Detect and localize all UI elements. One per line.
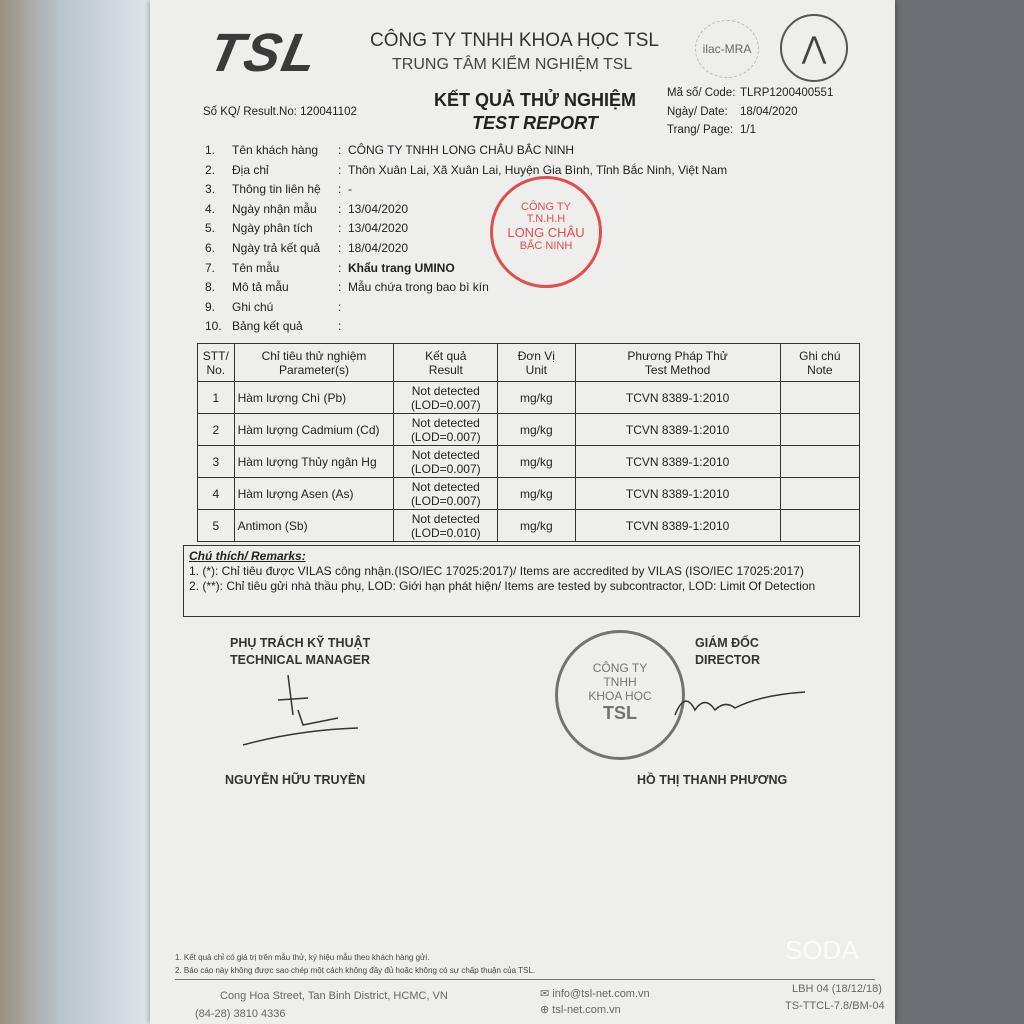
info-n: 7. (205, 260, 216, 275)
info-n: 3. (205, 182, 216, 197)
stamp-text: CÔNG TY (521, 201, 571, 213)
row-result (394, 446, 498, 478)
remarks-title: Chú thích/ Remarks: (189, 549, 306, 563)
globe-icon: ⊕ (540, 1004, 553, 1016)
info-colon: : (338, 299, 342, 314)
form-code: TS-TTCL-7.8/BM-04 (785, 1000, 885, 1012)
row-unit: mg/kg (498, 478, 575, 510)
info-n: 9. (205, 299, 216, 314)
right-title-en: DIRECTOR (695, 653, 761, 667)
table-row (198, 414, 860, 446)
header-text: Kết quả (425, 348, 467, 363)
footer-note: 2. Báo cáo này không được sao chép một cách không đầy đủ hoặc không có sự chấp thuận của TSL. (175, 966, 536, 975)
info-n: 6. (205, 241, 216, 255)
lod-text: (LOD=0.007) (410, 397, 481, 412)
column-header (198, 344, 235, 382)
lod-text: (LOD=0.010) (410, 525, 481, 540)
info-label: Địa chỉ (232, 162, 269, 177)
header-text: No. (206, 362, 226, 377)
date-label: Ngày/ Date: (667, 106, 728, 118)
row-parameter: Hàm lượng Asen (As) (234, 478, 394, 510)
stamp-text: BẮC NINH (519, 240, 573, 252)
remark-line: 1. (*): Chỉ tiêu được VILAS công nhận.(ISO/IEC 17025:2017)/ Items are accredited by VILAS (ISO/IEC 17025:2017) (189, 564, 804, 578)
row-parameter: Antimon (Sb) (234, 510, 394, 542)
row-result (394, 510, 498, 542)
email-text: info@tsl-net.com.vn (552, 988, 650, 1000)
info-n: 8. (205, 280, 216, 295)
remark-line: 2. (**): Chỉ tiêu gửi nhà thầu phụ, LOD: Giới hạn phát hiện/ Items are tested by subcontractor, LOD: Limit Of Detection (189, 579, 816, 593)
stamp-text: TNHH (603, 675, 637, 689)
info-label: Ngày nhận mẫu (232, 201, 317, 216)
info-label: Ngày trả kết quả (232, 241, 321, 255)
row-unit: mg/kg (498, 510, 575, 542)
info-colon: : (338, 182, 342, 197)
info-value: CÔNG TY TNHH LONG CHÂU BẮC NINH (348, 143, 575, 157)
footer-divider (175, 979, 875, 980)
mail-icon: ✉ (540, 988, 553, 1000)
row-unit: mg/kg (498, 446, 575, 478)
row-no: 2 (198, 414, 235, 446)
lod-text: (LOD=0.007) (410, 461, 481, 476)
row-unit: mg/kg (498, 382, 575, 414)
row-note (780, 382, 859, 414)
stamp-text: KHOA HỌC (588, 689, 652, 703)
row-no: 4 (198, 478, 235, 510)
info-colon: : (338, 201, 342, 216)
table-header-row (198, 344, 860, 382)
lod-text: (LOD=0.007) (410, 493, 481, 508)
result-text: Not detected (411, 511, 480, 526)
title-en: TEST REPORT (472, 113, 598, 133)
left-title-en: TECHNICAL MANAGER (230, 653, 371, 667)
row-method: TCVN 8389-1:2010 (575, 478, 780, 510)
result-text: Not detected (411, 479, 480, 494)
company-stamp-red (490, 176, 602, 288)
row-unit: mg/kg (498, 414, 575, 446)
row-method: TCVN 8389-1:2010 (575, 510, 780, 542)
info-value: 13/04/2020 (348, 221, 409, 236)
date-value: 18/04/2020 (740, 106, 798, 118)
row-result (394, 382, 498, 414)
result-text: Not detected (411, 447, 480, 462)
result-number: Số KQ/ Result.No: 120041102 (203, 106, 357, 118)
column-header (498, 344, 575, 382)
header-text: STT/ (202, 348, 229, 363)
header-text: Ghi chú (799, 348, 841, 363)
header-text: Đơn Vị (517, 348, 555, 363)
info-value: - (348, 182, 352, 197)
result-text: Not detected (411, 383, 480, 398)
remarks-box (183, 545, 860, 617)
footer-phone: (84-28) 3810 4336 (195, 1008, 286, 1020)
footer-web (540, 1003, 621, 1016)
column-header (780, 344, 859, 382)
watermark: SODA (785, 935, 859, 965)
footer-email (540, 987, 650, 1000)
info-colon: : (338, 143, 342, 157)
info-value: Mẫu chứa trong bao bì kín (348, 280, 489, 295)
info-colon: : (338, 280, 342, 295)
row-note (780, 478, 859, 510)
row-no: 1 (198, 382, 235, 414)
signature-left (238, 670, 368, 750)
code-value: TLRP1200400551 (740, 87, 834, 99)
info-label: Tên mẫu (232, 260, 280, 275)
row-no: 3 (198, 446, 235, 478)
test-report-document (150, 0, 895, 1024)
table-row (198, 510, 860, 542)
info-value: Thôn Xuân Lai, Xã Xuân Lai, Huyện Gia Bình, Tỉnh Bắc Ninh, Việt Nam (348, 162, 728, 177)
row-result (394, 478, 498, 510)
header-text: Phương Pháp Thử (627, 348, 728, 363)
web-text: tsl-net.com.vn (552, 1004, 621, 1016)
company-name: CÔNG TY TNHH KHOA HỌC TSL (370, 30, 659, 51)
row-parameter: Hàm lượng Chì (Pb) (234, 382, 394, 414)
info-label: Mô tả mẫu (232, 280, 289, 295)
info-label: Bảng kết quả (232, 319, 303, 334)
info-n: 10. (205, 319, 222, 334)
info-value: Khẩu trang UMINO (348, 260, 455, 275)
table-row (198, 382, 860, 414)
accreditation-seal-icon: ⋀ (780, 14, 848, 82)
row-note (780, 510, 859, 542)
background (0, 0, 150, 1024)
stamp-text: CÔNG TY (592, 661, 648, 675)
info-colon: : (338, 241, 342, 255)
page-label: Trang/ Page: (667, 124, 734, 136)
row-note (780, 446, 859, 478)
row-result (394, 414, 498, 446)
column-header (394, 344, 498, 382)
stamp-text: T.N.H.H (526, 213, 566, 225)
info-colon: : (338, 319, 342, 334)
info-colon: : (338, 162, 342, 177)
info-label: Ngày phân tích (232, 221, 313, 236)
info-colon: : (338, 221, 342, 236)
info-n: 4. (205, 201, 216, 216)
results-table (197, 343, 860, 542)
code-label: Mã số/ Code: (667, 87, 736, 99)
info-label: Thông tin liên hệ (232, 182, 321, 197)
right-name: HỒ THỊ THANH PHƯƠNG (637, 773, 788, 787)
left-title-vi: PHỤ TRÁCH KỸ THUẬT (230, 636, 371, 650)
row-no: 5 (198, 510, 235, 542)
header-text: Unit (525, 362, 547, 377)
lod-text: (LOD=0.007) (410, 429, 481, 444)
left-name: NGUYỄN HỮU TRUYỀN (225, 773, 366, 787)
row-parameter: Hàm lượng Cadmium (Cd) (234, 414, 394, 446)
footer-note: 1. Kết quả chỉ có giá trị trên mẫu thử, ký hiệu mẫu theo khách hàng gửi. (175, 953, 430, 962)
ilac-mra-logo: ilac-MRA (695, 20, 759, 78)
footer-address: Cong Hoa Street, Tan Binh District, HCMC, VN (220, 990, 448, 1002)
right-title-vi: GIÁM ĐỐC (695, 636, 759, 650)
info-label: Tên khách hàng (232, 143, 319, 157)
header-text: Parameter(s) (278, 362, 349, 377)
table-row (198, 478, 860, 510)
result-text: Not detected (411, 415, 480, 430)
column-header (234, 344, 394, 382)
table-row (198, 446, 860, 478)
stamp-text: TSL (603, 703, 637, 723)
row-parameter: Hàm lượng Thủy ngân Hg (234, 446, 394, 478)
row-note (780, 414, 859, 446)
info-n: 2. (205, 162, 216, 177)
info-value: 13/04/2020 (348, 201, 409, 216)
signature-right (670, 680, 810, 730)
column-header (575, 344, 780, 382)
info-n: 5. (205, 221, 216, 236)
page-value: 1/1 (740, 124, 756, 136)
row-method: TCVN 8389-1:2010 (575, 446, 780, 478)
form-code: LBH 04 (18/12/18) (792, 983, 882, 995)
header-text: Result (428, 362, 463, 377)
info-colon: : (338, 260, 342, 275)
info-value: 18/04/2020 (348, 241, 409, 255)
center-name: TRUNG TÂM KIỂM NGHIỆM TSL (392, 56, 633, 73)
title-vi: KẾT QUẢ THỬ NGHIỆM (434, 90, 636, 110)
company-stamp-grey (555, 630, 685, 760)
row-method: TCVN 8389-1:2010 (575, 414, 780, 446)
tsl-logo: TSL (203, 23, 325, 83)
header-text: Test Method (644, 362, 711, 377)
header-text: Note (807, 362, 833, 377)
stamp-text: LONG CHÂU (507, 225, 585, 240)
info-label: Ghi chú (232, 299, 274, 314)
row-method: TCVN 8389-1:2010 (575, 382, 780, 414)
info-n: 1. (205, 143, 216, 157)
header-text: Chỉ tiêu thử nghiệm (261, 348, 367, 363)
